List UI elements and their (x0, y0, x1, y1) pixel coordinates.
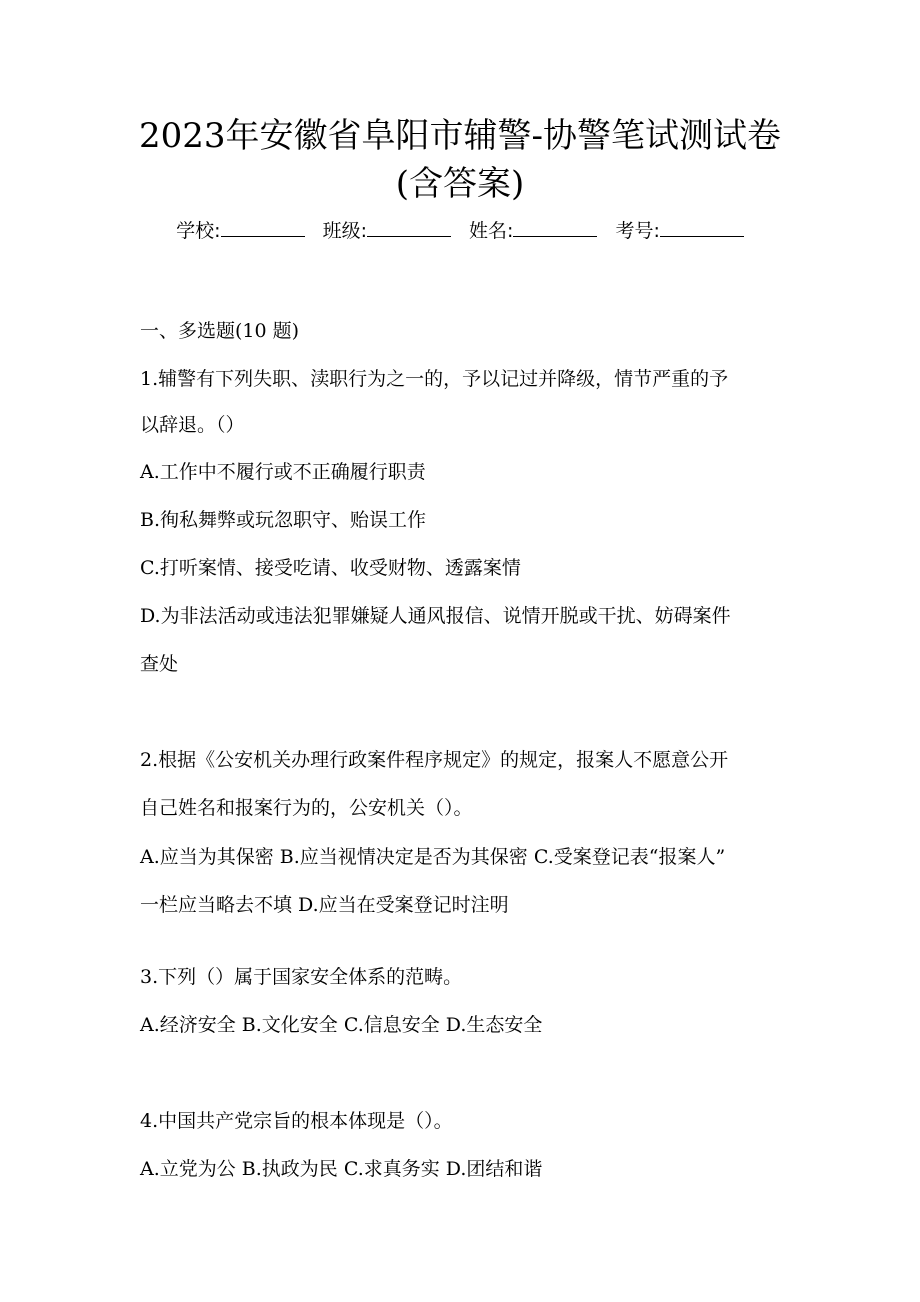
exam-number-label: 考号: (615, 220, 660, 242)
school-blank (221, 218, 305, 237)
question-2-options-line-2: 一栏应当略去不填 D.应当在受案登记时注明 (140, 894, 509, 916)
question-1-option-a: A.工作中不履行或不正确履行职责 (140, 461, 426, 483)
question-2-stem-line-1: 2.根据《公安机关办理行政案件程序规定》的规定，报案人不愿意公开 (140, 749, 729, 771)
class-blank (367, 218, 451, 237)
question-3-stem: 3.下列（）属于国家安全体系的范畴。 (140, 966, 463, 988)
exam-number-blank (660, 218, 744, 237)
school-label: 学校: (176, 220, 221, 242)
document-title: 2023年安徽省阜阳市辅警-协警笔试测试卷 (138, 116, 781, 156)
document-subtitle: (含答案) (395, 164, 525, 204)
question-1-stem-line-1: 1.辅警有下列失职、渎职行为之一的，予以记过并降级，情节严重的予 (140, 368, 729, 390)
exam-number-field (615, 218, 743, 244)
class-label: 班级: (322, 220, 367, 242)
question-2-options-line-1: A.应当为其保密 B.应当视情决定是否为其保密 C.受案登记表“报案人” (140, 846, 726, 868)
question-2-stem-line-2: 自己姓名和报案行为的，公安机关（）。 (140, 797, 473, 819)
name-blank (513, 218, 597, 237)
name-label: 姓名: (469, 220, 514, 242)
class-field (323, 218, 451, 244)
section-heading: 一、多选题(10 题) (140, 320, 300, 342)
question-3-options: A.经济安全 B.文化安全 C.信息安全 D.生态安全 (140, 1014, 543, 1036)
name-field (469, 218, 597, 244)
school-field (176, 218, 304, 244)
question-1-stem-line-2: 以辞退。（） (140, 414, 245, 436)
question-4-stem: 4.中国共产党宗旨的根本体现是（）。 (140, 1110, 453, 1132)
question-1-option-b: B.徇私舞弊或玩忽职守、贻误工作 (140, 509, 427, 531)
question-1-option-d-continued: 查处 (140, 653, 179, 675)
question-1-option-c: C.打听案情、接受吃请、收受财物、透露案情 (140, 557, 521, 579)
student-info-row (0, 218, 920, 244)
question-4-options: A.立党为公 B.执政为民 C.求真务实 D.团结和谐 (140, 1158, 543, 1180)
question-1-option-d: D.为非法活动或违法犯罪嫌疑人通风报信、说情开脱或干扰、妨碍案件 (140, 605, 731, 627)
